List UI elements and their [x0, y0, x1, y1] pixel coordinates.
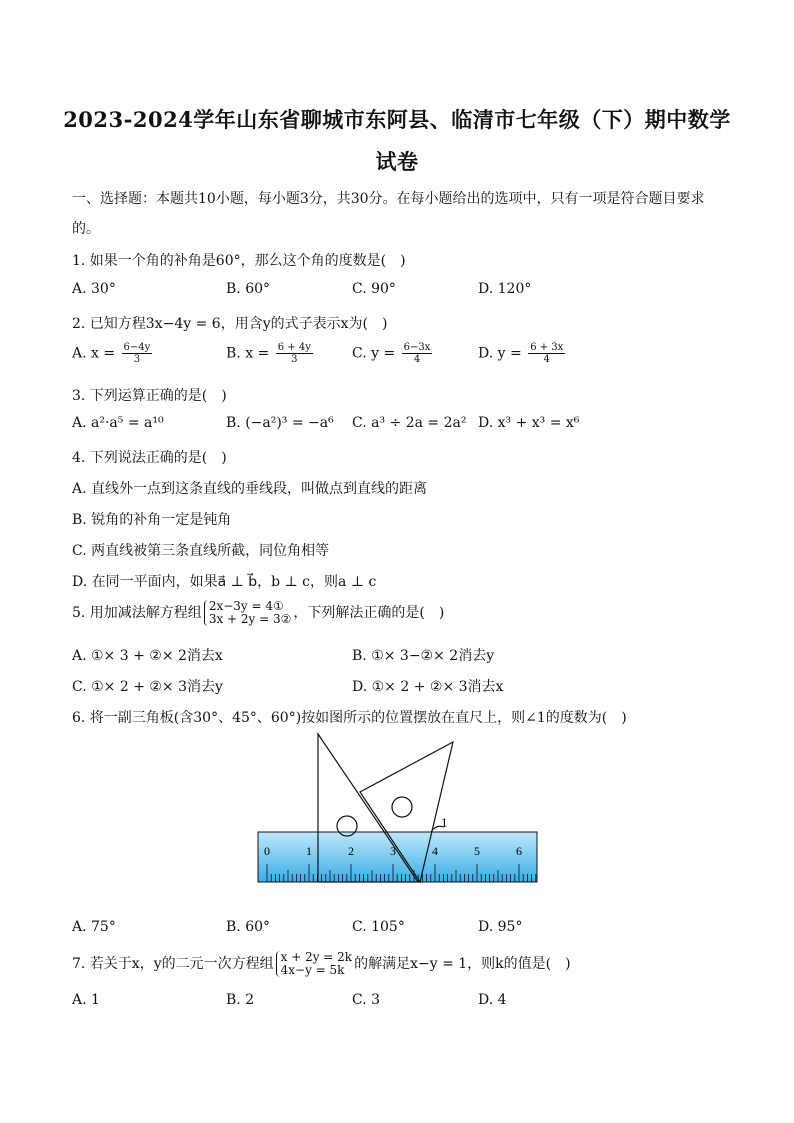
q7-option-a[interactable]: A. 1: [72, 992, 100, 1008]
equation-system: x + 2y = 2k 4x−y = 5k: [276, 951, 352, 977]
q1-option-b[interactable]: B. 60°: [226, 281, 271, 297]
q2-option-a[interactable]: A. x = $\frac{6-4y}{3}$: [72, 342, 151, 365]
q4-option-a[interactable]: A. 直线外一点到这条直线的垂线段，叫做点到直线的距离: [72, 481, 428, 497]
fraction: $\frac{6 + 3x}{4}$: [530, 342, 564, 365]
question-3-stem: 3. 下列运算正确的是( ): [72, 388, 227, 404]
ruler-tick-label: 4: [432, 844, 438, 858]
q7-option-c[interactable]: C. 3: [352, 992, 381, 1008]
equation-system: 2x−3y = 4① 3x + 2y = 3②: [204, 600, 292, 626]
q2-option-d[interactable]: D. y = $\frac{6 + 3x}{4}$: [478, 342, 564, 365]
q5-option-b[interactable]: B. ①× 3−②× 2消去y: [352, 648, 495, 664]
question-7-stem: 7. 若关于x，y的二元一次方程组 x + 2y = 2k 4x−y = 5k 的解满足x−y = 1，则k的值是( ): [72, 950, 571, 977]
q1-option-c[interactable]: C. 90°: [352, 281, 396, 297]
q1-option-d[interactable]: D. 120°: [478, 281, 532, 297]
ruler-tick-label: 1: [306, 844, 312, 858]
q1-option-a[interactable]: A. 30°: [72, 281, 116, 297]
fraction: $\frac{6-4y}{3}$: [123, 342, 151, 365]
q6-option-d[interactable]: D. 95°: [478, 919, 523, 935]
q6-option-c[interactable]: C. 105°: [352, 919, 405, 935]
q3-option-a[interactable]: A. a²·a⁵ = a¹⁰: [72, 415, 164, 431]
q3-option-c[interactable]: C. a³ ÷ 2a = 2a²: [352, 415, 467, 431]
exam-title-line2: 试卷: [375, 149, 419, 174]
q2-option-b[interactable]: B. x = $\frac{6 + 4y}{3}$: [226, 342, 311, 365]
q2-option-c[interactable]: C. y = $\frac{6-3x}{4}$: [352, 342, 431, 365]
question-4-stem: 4. 下列说法正确的是( ): [72, 450, 227, 466]
ruler-tick-label: 5: [474, 844, 480, 858]
q5-option-c[interactable]: C. ①× 2 + ②× 3消去y: [72, 679, 223, 695]
fraction: $\frac{6 + 4y}{3}$: [277, 342, 311, 365]
q4-option-d[interactable]: D. 在同一平面内，如果a⃗ ⊥ b⃗，b ⊥ c，则a ⊥ c: [72, 574, 377, 590]
q6-option-b[interactable]: B. 60°: [226, 919, 271, 935]
q5-option-a[interactable]: A. ①× 3 + ②× 2消去x: [72, 648, 223, 664]
section-instruction-cont: 的。: [72, 221, 100, 237]
ruler-tick-label: 6: [516, 844, 522, 858]
question-6-stem: 6. 将一副三角板(含30°、45°、60°)按如图所示的位置摆放在直尺上，则∠1的度数为( ): [72, 710, 627, 726]
ruler-tick-label: 3: [390, 844, 396, 858]
ruler-tick-label: 0: [264, 844, 270, 858]
q7-option-b[interactable]: B. 2: [226, 992, 255, 1008]
exam-title-line1: 2023-2024学年山东省聊城市东阿县、临清市七年级（下）期中数学: [63, 107, 731, 132]
q3-option-b[interactable]: B. (−a²)³ = −a⁶: [226, 415, 334, 431]
q3-option-d[interactable]: D. x³ + x³ = x⁶: [478, 415, 580, 431]
question-5-stem: 5. 用加减法解方程组 2x−3y = 4① 3x + 2y = 3② ，下列解法正确的是( ): [72, 599, 445, 626]
question-1-stem: 1. 如果一个角的补角是60°，那么这个角的度数是( ): [72, 253, 406, 269]
ruler-tick-label: 2: [348, 844, 354, 858]
q7-option-d[interactable]: D. 4: [478, 992, 507, 1008]
section-instruction-line1: 一、选择题：本题共10小题，每小题3分，共30分。在每小题给出的选项中，只有一项是符合题目要求: [72, 191, 705, 207]
section-instruction: [72, 188, 705, 208]
angle-1-label: 1: [441, 815, 448, 830]
question-2-stem: 2. 已知方程3x−4y = 6，用含y的式子表示x为( ): [72, 316, 388, 332]
q5-option-d[interactable]: D. ①× 2 + ②× 3消去x: [352, 679, 504, 695]
triangle-ruler-figure: [255, 732, 540, 884]
q4-option-b[interactable]: B. 锐角的补角一定是钝角: [72, 512, 232, 528]
q6-option-a[interactable]: A. 75°: [72, 919, 116, 935]
figure-svg: [255, 732, 540, 884]
q4-option-c[interactable]: C. 两直线被第三条直线所截，同位角相等: [72, 543, 330, 559]
triangle-hole: [392, 797, 412, 817]
fraction: $\frac{6-3x}{4}$: [403, 342, 431, 365]
